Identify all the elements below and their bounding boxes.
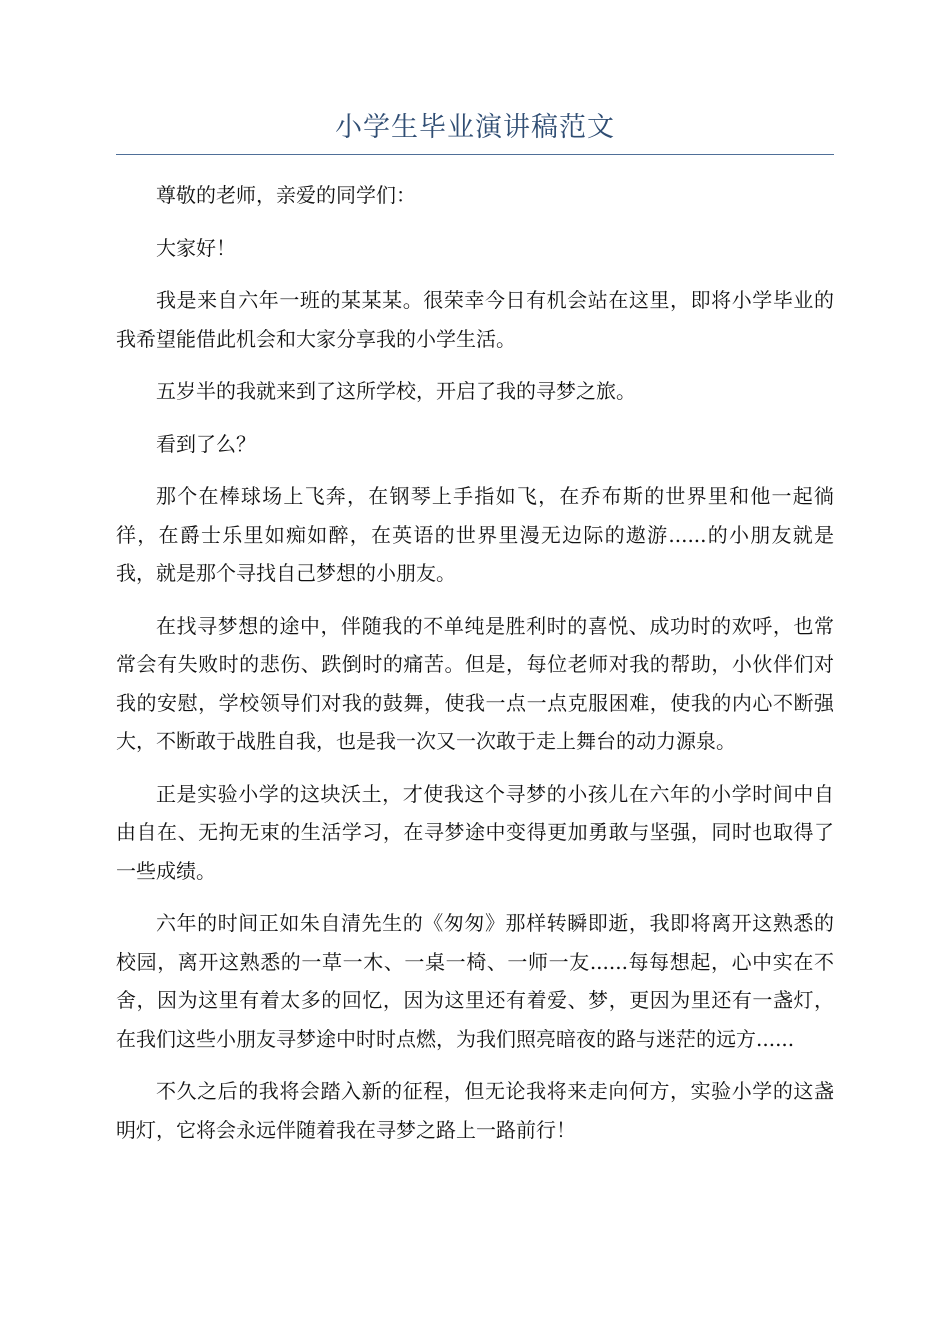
title-underline xyxy=(116,154,834,155)
document-title: 小学生毕业演讲稿范文 xyxy=(335,112,615,143)
paragraph-farewell: 六年的时间正如朱自清先生的《匆匆》那样转瞬即逝，我即将离开这熟悉的校园，离开这熟悉的一草一木、一桌一椅、一师一友......每每想起，心中实在不舍，因为这里有着太多的回忆，因为这里还有着爱、梦，更因为里还有一盏灯，在我们这些小朋友寻梦途中时时点燃，为我们照亮暗夜的路与迷茫的远方...... xyxy=(116,911,834,1051)
paragraph-support: 在找寻梦想的途中，伴随我的不单纯是胜利时的喜悦、成功时的欢呼，也常常会有失败时的悲伤、跌倒时的痛苦。但是，每位老师对我的帮助，小伙伴们对我的安慰，学校领导们对我的鼓舞，使我一点一点克服困难，使我的内心不断强大，不断敢于战胜自我，也是我一次又一次敢于走上舞台的动力源泉。 xyxy=(116,613,834,753)
paragraph-school: 正是实验小学的这块沃土，才使我这个寻梦的小孩儿在六年的小学时间中自由自在、无拘无束的生活学习，在寻梦途中变得更加勇敢与坚强，同时也取得了一些成绩。 xyxy=(116,781,834,883)
paragraph-salutation: 尊敬的老师，亲爱的同学们： xyxy=(156,183,416,207)
paragraph-journey-start: 五岁半的我就来到了这所学校，开启了我的寻梦之旅。 xyxy=(156,379,636,403)
paragraph-introduction: 我是来自六年一班的某某某。很荣幸今日有机会站在这里，即将小学毕业的我希望能借此机会和大家分享我的小学生活。 xyxy=(116,288,834,351)
paragraph-greeting: 大家好！ xyxy=(156,235,236,260)
paragraph-dreamer: 那个在棒球场上飞奔，在钢琴上手指如飞，在乔布斯的世界里和他一起徜徉，在爵士乐里如痴如醉，在英语的世界里漫无边际的遨游......的小朋友就是我，就是那个寻找自己梦想的小朋友。 xyxy=(116,484,834,585)
paragraph-closing: 不久之后的我将会踏入新的征程，但无论我将来走向何方，实验小学的这盏明灯，它将会永远伴随着我在寻梦之路上一路前行！ xyxy=(116,1079,834,1142)
document-body xyxy=(116,176,834,1163)
paragraph-question: 看到了么？ xyxy=(156,431,256,456)
